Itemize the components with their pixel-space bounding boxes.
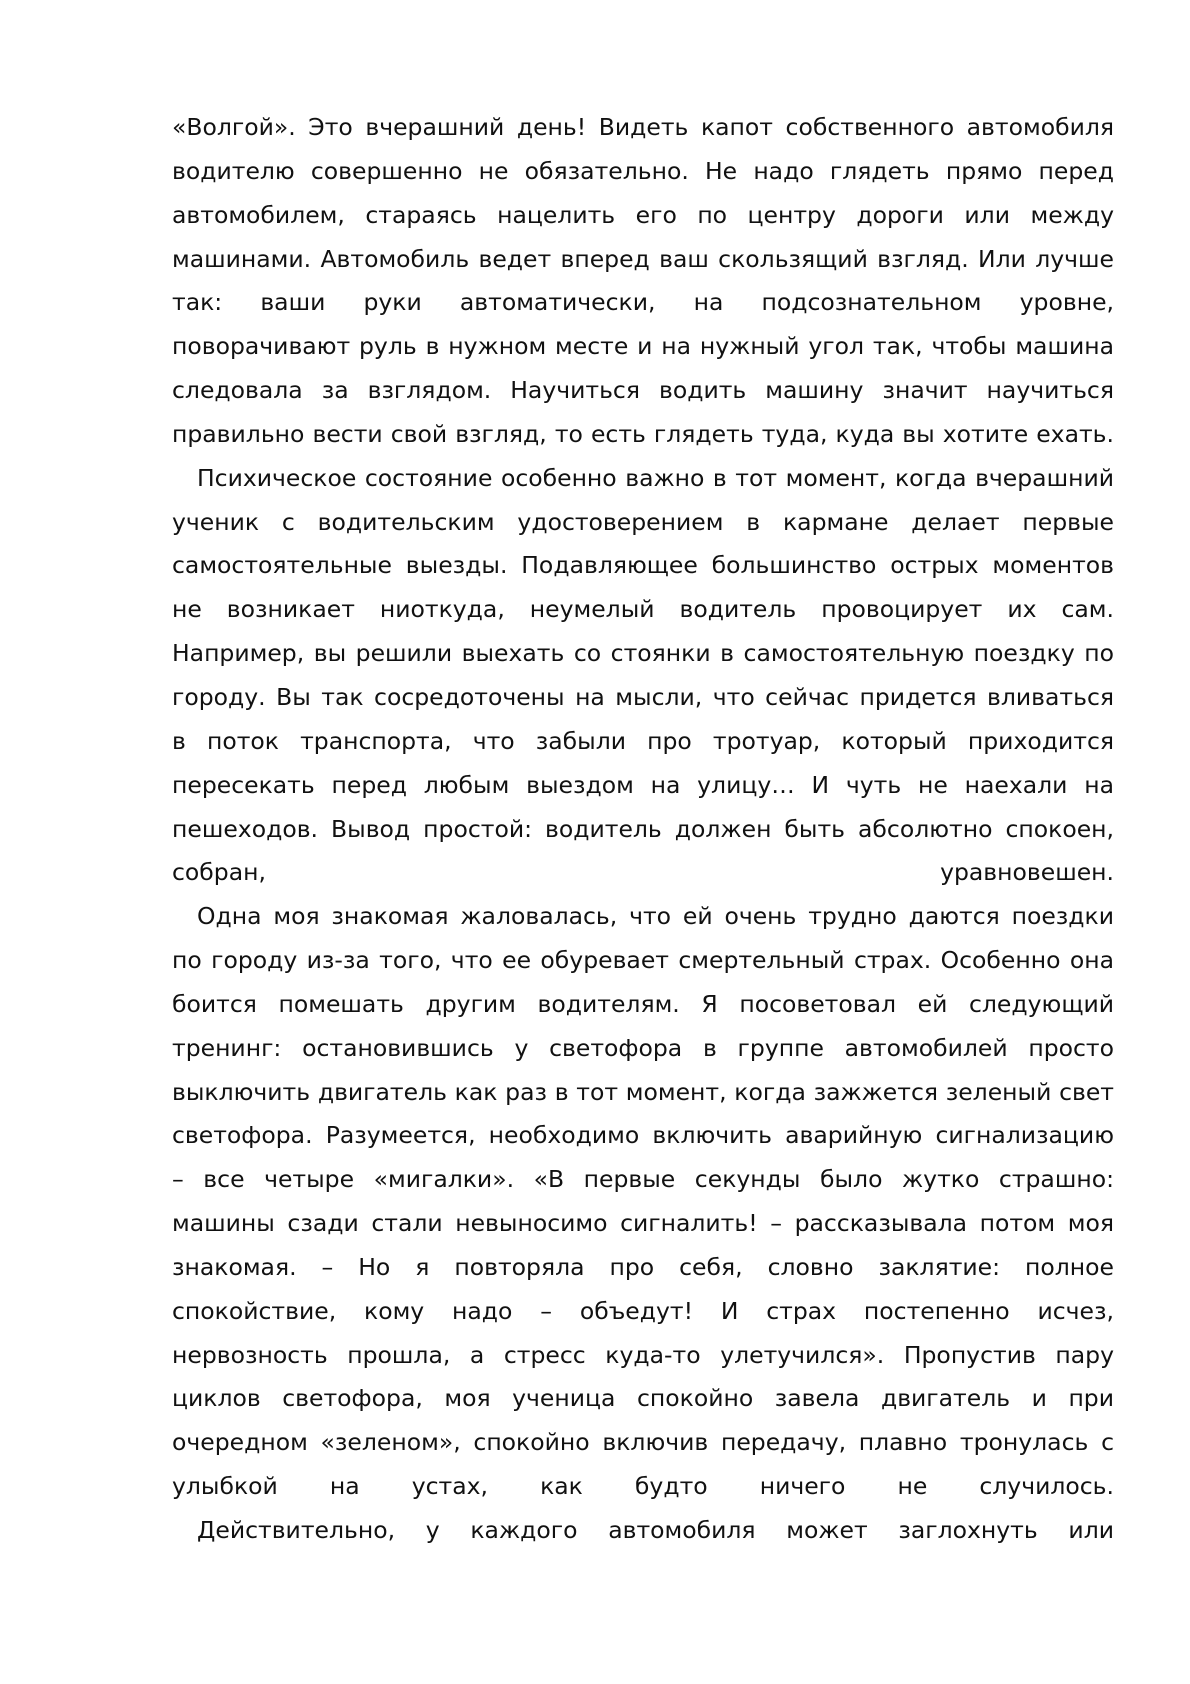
text-line: Психическое состояние особенно важно в тот момент, когда вчерашний (197, 463, 1114, 492)
text-line: так: ваши руки автоматически, на подсознательном уровне, (172, 288, 1114, 317)
text-line: тренинг: остановившись у светофора в группе автомобилей просто (172, 1033, 1114, 1062)
body-text (172, 106, 1114, 1553)
text-line: следовала за взглядом. Научиться водить машину значит научиться (172, 376, 1114, 405)
text-line: пересекать перед любым выездом на улицу… И чуть не наехали на (172, 770, 1114, 799)
text-line: спокойствие, кому надо – объедут! И страх постепенно исчез, (172, 1296, 1114, 1325)
text-line: поворачивают руль в нужном месте и на нужный угол так, чтобы машина (172, 332, 1114, 361)
text-line: выключить двигатель как раз в тот момент, когда зажжется зеленый свет (172, 1077, 1114, 1106)
text-line: очередном «зеленом», спокойно включив передачу, плавно тронулась с (172, 1428, 1114, 1457)
text-line: самостоятельные выезды. Подавляющее большинство острых моментов (172, 551, 1114, 580)
text-line: собран, уравновешен. (172, 858, 1114, 887)
text-line: Например, вы решили выехать со стоянки в самостоятельную поездку по (172, 639, 1114, 668)
text-line: городу. Вы так сосредоточены на мысли, что сейчас придется вливаться (172, 682, 1114, 711)
text-line: боится помешать другим водителям. Я посоветовал ей следующий (172, 989, 1114, 1018)
text-line: не возникает ниоткуда, неумелый водитель провоцирует их сам. (172, 595, 1114, 624)
text-line: правильно вести свой взгляд, то есть глядеть туда, куда вы хотите ехать. (172, 419, 1114, 448)
text-line: пешеходов. Вывод простой: водитель должен быть абсолютно спокоен, (172, 814, 1114, 843)
text-line: Одна моя знакомая жаловалась, что ей очень трудно даются поездки (197, 902, 1114, 931)
text-line: автомобилем, стараясь нацелить его по центру дороги или между (172, 200, 1114, 229)
text-line: машинами. Автомобиль ведет вперед ваш скользящий взгляд. Или лучше (172, 244, 1114, 273)
text-line: «Волгой». Это вчерашний день! Видеть капот собственного автомобиля (172, 113, 1114, 141)
text-line: улыбкой на устах, как будто ничего не случилось. (172, 1472, 1114, 1501)
text-line: Действительно, у каждого автомобиля может заглохнуть или (197, 1516, 1114, 1544)
text-line: по городу из-за того, что ее обуревает смертельный страх. Особенно она (172, 946, 1114, 975)
text-line: водителю совершенно не обязательно. Не надо глядеть прямо перед (172, 156, 1114, 185)
text-line: ученик с водительским удостоверением в кармане делает первые (172, 507, 1114, 536)
text-line: знакомая. – Но я повторяла про себя, словно заклятие: полное (172, 1252, 1114, 1281)
text-line: нервозность прошла, а стресс куда-то улетучился». Пропустив пару (172, 1340, 1114, 1369)
text-line: – все четыре «мигалки». «В первые секунды было жутко страшно: (172, 1165, 1114, 1194)
text-line: машины сзади стали невыносимо сигналить! – рассказывала потом моя (172, 1209, 1114, 1238)
text-line: циклов светофора, моя ученица спокойно завела двигатель и при (172, 1384, 1114, 1413)
text-line: в поток транспорта, что забыли про тротуар, который приходится (172, 726, 1114, 755)
text-line: светофора. Разумеется, необходимо включить аварийную сигнализацию (172, 1121, 1114, 1150)
